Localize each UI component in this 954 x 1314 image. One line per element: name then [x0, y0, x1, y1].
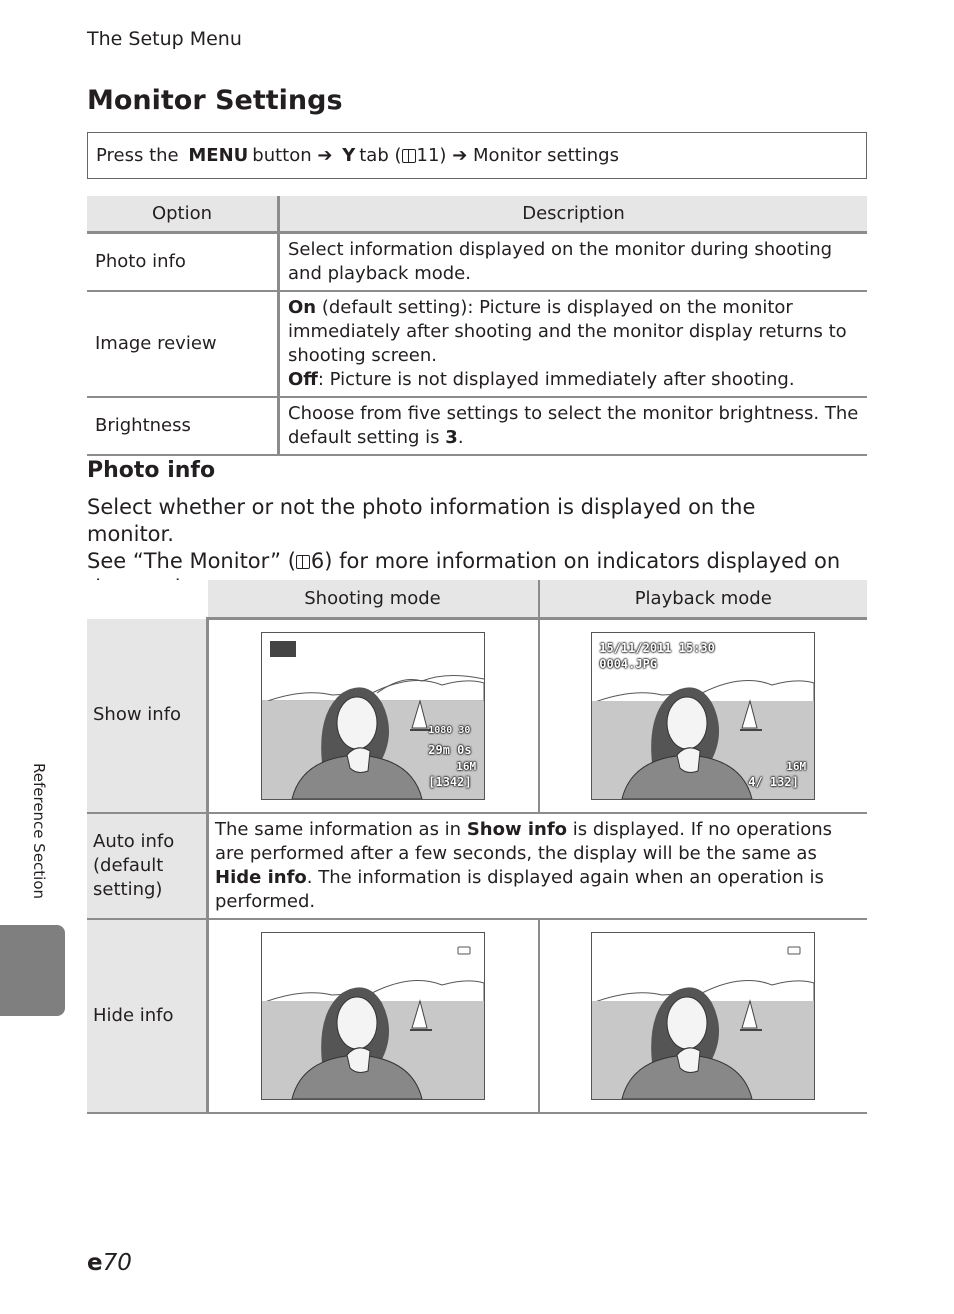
table-row — [87, 919, 867, 1113]
photo-info-table — [87, 580, 867, 1114]
table-row — [87, 813, 867, 919]
option-description — [279, 291, 868, 397]
nav-close: ) — [439, 145, 447, 166]
options-table — [87, 196, 867, 456]
desc-bold: Hide info — [215, 866, 307, 888]
exposures-remaining: [1342] — [428, 774, 472, 789]
option-name: Image review — [87, 291, 279, 397]
arrow-icon: ➔ — [317, 145, 333, 166]
intro-line: 6) for more information on indicators displayed on — [310, 549, 841, 573]
menu-path-box — [87, 132, 867, 179]
default-value: 3 — [445, 427, 458, 448]
image-size: 16M — [456, 759, 477, 773]
movie-setting: 1080 30 — [428, 724, 471, 736]
table-row — [87, 397, 867, 455]
file-name: 0004.JPG — [599, 656, 658, 671]
intro-line: Select whether or not the photo information is displayed on the monitor. — [87, 495, 756, 546]
menu-icon: MENU — [188, 145, 249, 166]
book-icon — [296, 555, 310, 569]
section-header: The Setup Menu — [87, 28, 242, 50]
side-section-label: Reference Section — [30, 763, 48, 900]
portrait-scene-image — [592, 933, 814, 1099]
auto-info-description — [208, 813, 868, 919]
option-name: Brightness — [87, 397, 279, 455]
book-icon — [402, 149, 416, 163]
row-header-auto-info: Auto info (default setting) — [87, 813, 208, 919]
desc-text: is displayed. If no operations are performed after a few seconds, the display will be the same as — [215, 818, 833, 864]
remaining-time: 29m 0s — [428, 742, 472, 757]
setup-tab-icon: Y — [342, 145, 356, 166]
frame-number: 4/ 132] — [748, 774, 799, 789]
desc-text: The same information as in — [215, 818, 467, 840]
column-header-playback: Playback mode — [539, 580, 868, 619]
page-number-value: 70 — [102, 1250, 132, 1276]
monitor-preview-shooting — [261, 932, 485, 1100]
nav-item: Monitor settings — [473, 145, 619, 166]
intro-line: See “The Monitor” ( — [87, 549, 296, 573]
date-time: 15/11/2011 15:30 — [599, 640, 715, 655]
nav-page-ref: 11 — [416, 145, 440, 166]
blank-header — [87, 580, 208, 619]
on-desc: (default setting): Picture is displayed on the monitor immediately after shooting and the monitor display returns to shooting screen. — [288, 297, 847, 366]
table-row — [87, 291, 867, 397]
shooting-cell — [208, 919, 539, 1113]
image-size: 16M — [786, 759, 807, 773]
row-header-hide-info: Hide info — [87, 919, 208, 1113]
section-tab — [0, 925, 65, 1016]
desc-bold: Show info — [466, 818, 568, 840]
option-description — [279, 397, 868, 455]
table-row — [87, 233, 867, 292]
page-number — [87, 1250, 132, 1276]
on-label: On — [288, 297, 317, 318]
arrow-icon: ➔ — [452, 145, 468, 166]
desc-text: . The information is displayed again when an operation is performed. — [215, 866, 824, 912]
off-label: Off — [288, 369, 318, 390]
portrait-scene-image — [262, 933, 484, 1099]
page-title: Monitor Settings — [87, 85, 343, 116]
off-desc: : Picture is not displayed immediately after shooting. — [317, 369, 795, 390]
column-header-description: Description — [279, 196, 868, 233]
playback-cell — [539, 619, 868, 813]
shooting-cell — [208, 619, 539, 813]
column-header-shooting: Shooting mode — [208, 580, 539, 619]
monitor-preview-playback — [591, 632, 815, 800]
desc-text: Choose from five settings to select the monitor brightness. The default setting is — [288, 403, 859, 448]
reference-section-icon: e — [87, 1250, 103, 1276]
table-row — [87, 619, 867, 813]
nav-press: Press the — [96, 145, 179, 166]
option-name: Photo info — [87, 233, 279, 292]
nav-tab: tab ( — [359, 145, 402, 166]
monitor-preview-shooting — [261, 632, 485, 800]
row-header-show-info: Show info — [87, 619, 208, 813]
option-description: Select information displayed on the monitor during shooting and playback mode. — [279, 233, 868, 292]
monitor-preview-playback — [591, 932, 815, 1100]
nav-button: button — [252, 145, 312, 166]
subsection-title: Photo info — [87, 458, 216, 483]
column-header-option: Option — [87, 196, 279, 233]
playback-cell — [539, 919, 868, 1113]
desc-text: . — [457, 427, 464, 448]
